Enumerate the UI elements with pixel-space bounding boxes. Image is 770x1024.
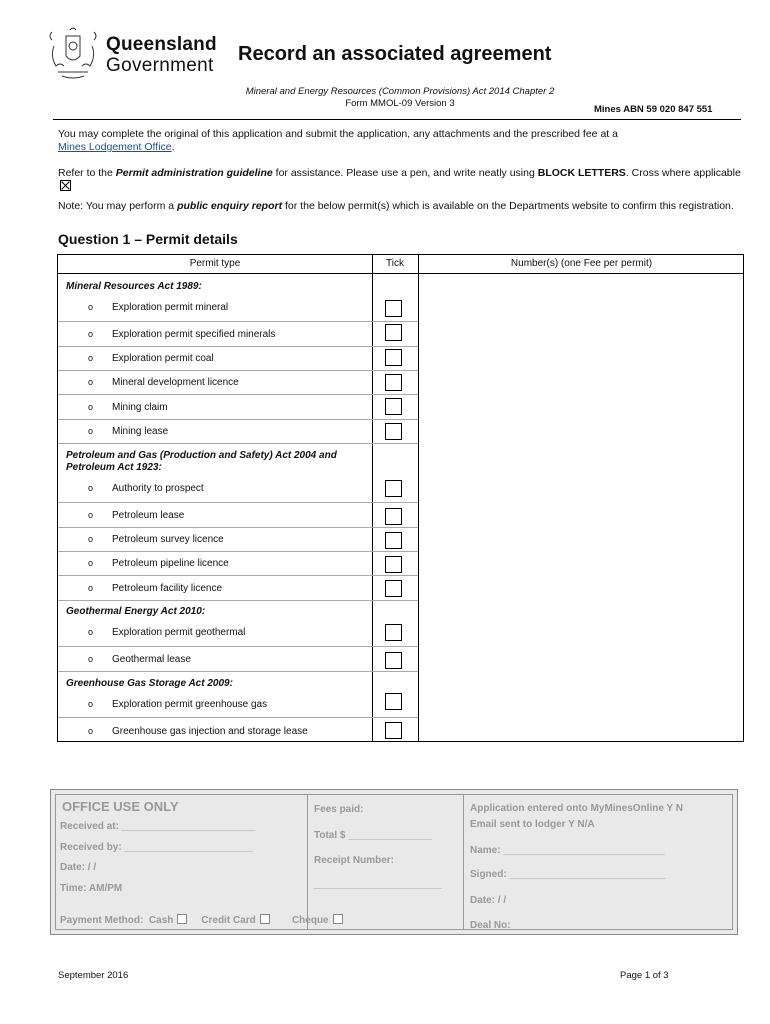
- permit-type-label: Petroleum lease: [112, 510, 185, 521]
- time-field: Time: AM/PM: [60, 883, 123, 894]
- row-divider: [58, 717, 418, 718]
- bullet: o: [88, 353, 94, 363]
- payment-method-label: Payment Method:: [60, 915, 144, 926]
- block-letters-text: BLOCK LETTERS: [537, 167, 626, 179]
- permit-details-table: [57, 254, 744, 742]
- office-use-heading: OFFICE USE ONLY: [62, 799, 179, 814]
- permit-type-label: Petroleum survey licence: [112, 534, 224, 545]
- bullet: o: [88, 426, 94, 436]
- list-item: [88, 583, 222, 594]
- public-enquiry-report-text: public enquiry report: [177, 200, 283, 212]
- tick-box-petroleum-lease[interactable]: [385, 508, 402, 525]
- column-header-permit-type: Permit type: [189, 258, 241, 269]
- bullet: o: [88, 558, 94, 568]
- permit-type-label: Mining lease: [112, 426, 169, 437]
- credit-card-checkbox[interactable]: [260, 914, 270, 924]
- permit-type-label: Petroleum pipeline licence: [112, 558, 229, 569]
- intro-text-3c: for the below permit(s) which is available on the Departments website to confirm this registration.: [282, 200, 734, 212]
- receipt-number-label: Receipt Number:: [314, 855, 395, 866]
- bullet: o: [88, 699, 94, 709]
- email-sent-field: Email sent to lodger Y N/A: [470, 819, 595, 830]
- tick-box-petroleum-survey-licence[interactable]: [385, 532, 402, 549]
- cheque-checkbox[interactable]: [333, 914, 343, 924]
- signed-field: Signed: ____________________________: [470, 869, 666, 880]
- office-column-divider: [463, 795, 464, 929]
- footer-page-number: Page 1 of 3: [620, 970, 669, 981]
- header-row-divider: [58, 273, 743, 274]
- section-greenhouse-gas-storage: Greenhouse Gas Storage Act 2009:: [66, 678, 233, 689]
- section-mineral-resources: Mineral Resources Act 1989:: [66, 281, 202, 292]
- guideline-reference: Permit administration guideline: [115, 167, 273, 179]
- cash-label: Cash: [148, 915, 174, 926]
- received-by-field: Received by: _______________________: [60, 842, 253, 853]
- list-item: [88, 510, 184, 521]
- received-at-field: Received at: ________________________: [60, 821, 256, 832]
- tick-box-mining-lease[interactable]: [385, 423, 402, 440]
- section-geothermal-energy: Geothermal Energy Act 2010:: [66, 606, 206, 617]
- coat-of-arms-icon: [44, 26, 102, 82]
- list-item: [88, 654, 191, 665]
- tick-box-petroleum-pipeline-licence[interactable]: [385, 556, 402, 573]
- intro-paragraph-1: You may complete the original of this application and submit the application, any attachments and the prescribed fee at a Mines Lodgement Office.: [58, 128, 618, 153]
- row-divider: [58, 502, 418, 503]
- intro-text-2a: Refer to the: [58, 167, 116, 179]
- row-divider: [58, 646, 418, 647]
- permit-type-label: Exploration permit coal: [112, 353, 214, 364]
- crossed-box-icon: [60, 180, 71, 191]
- office-use-only-box: [50, 789, 738, 935]
- tick-box-greenhouse-gas-injection-storage-lease[interactable]: [385, 722, 402, 739]
- tick-box-exploration-permit-greenhouse-gas[interactable]: [385, 693, 402, 710]
- tick-box-geothermal-lease[interactable]: [385, 652, 402, 669]
- tick-box-exploration-permit-geothermal[interactable]: [385, 624, 402, 641]
- list-item: [88, 558, 229, 569]
- intro-text-3a: Note: You may perform a: [58, 200, 178, 212]
- bullet: o: [88, 402, 94, 412]
- section-petroleum-and-gas: Petroleum and Gas (Production and Safety) Act 2004 and Petroleum Act 1923:: [66, 450, 337, 473]
- act-subtitle: Mineral and Energy Resources (Common Provisions) Act 2014 Chapter 2: [245, 86, 555, 97]
- mines-lodgement-office-link[interactable]: Mines Lodgement Office: [58, 141, 172, 153]
- tick-box-exploration-permit-specified-minerals[interactable]: [385, 324, 402, 341]
- permit-type-label: Geothermal lease: [112, 654, 191, 665]
- row-divider: [58, 551, 418, 552]
- question-1-heading: Question 1 – Permit details: [58, 231, 238, 247]
- list-item: [88, 483, 204, 494]
- deal-number-field: Deal No:________________________: [470, 920, 645, 931]
- bullet: o: [88, 510, 94, 520]
- list-item: [88, 699, 267, 710]
- tick-box-exploration-permit-mineral[interactable]: [385, 300, 402, 317]
- row-divider: [58, 346, 418, 347]
- row-divider: [58, 394, 418, 395]
- bullet: o: [88, 726, 94, 736]
- column-header-numbers: Number(s) (one Fee per permit): [510, 258, 653, 269]
- bullet: o: [88, 627, 94, 637]
- column-divider: [372, 255, 373, 741]
- name-field: Name: _____________________________: [470, 845, 665, 856]
- fees-paid-label: Fees paid:: [314, 804, 364, 815]
- intro-paragraph-3: [58, 200, 744, 213]
- row-divider: [58, 575, 418, 576]
- office-column-divider: [307, 795, 308, 929]
- permit-type-label: Authority to prospect: [112, 483, 204, 494]
- permit-type-label: Greenhouse gas injection and storage lease: [112, 726, 308, 737]
- row-divider: [58, 370, 418, 371]
- application-entered-field: Application entered onto MyMinesOnline Y N: [470, 803, 683, 814]
- tick-box-exploration-permit-coal[interactable]: [385, 349, 402, 366]
- row-divider: [58, 671, 418, 672]
- bullet: o: [88, 377, 94, 387]
- list-item: [88, 534, 224, 545]
- tick-box-mineral-development-licence[interactable]: [385, 374, 402, 391]
- intro-text-2e: . Cross where applicable: [625, 167, 741, 179]
- row-divider: [58, 600, 418, 601]
- list-item: [88, 377, 239, 388]
- intro-text-2c: for assistance. Please use a pen, and write neatly using: [272, 167, 538, 179]
- list-item: [88, 402, 168, 413]
- bullet: o: [88, 534, 94, 544]
- list-item: [88, 353, 214, 364]
- permit-type-label: Mining claim: [112, 402, 168, 413]
- office-use-inner-frame: [55, 794, 733, 930]
- bullet: o: [88, 329, 94, 339]
- tick-box-authority-to-prospect[interactable]: [385, 480, 402, 497]
- row-divider: [58, 419, 418, 420]
- qld-government-logo: [44, 26, 217, 82]
- column-header-tick: Tick: [386, 258, 404, 269]
- header-divider: [53, 119, 741, 120]
- permit-type-label: Petroleum facility licence: [112, 583, 223, 594]
- footer-date: September 2016: [58, 970, 129, 981]
- cheque-label: Cheque: [291, 915, 329, 926]
- receipt-number-line: _______________________: [314, 879, 442, 890]
- date-field: Date: / /: [60, 862, 97, 873]
- tick-box-petroleum-facility-licence[interactable]: [385, 580, 402, 597]
- bullet: o: [88, 583, 94, 593]
- permit-type-label: Exploration permit mineral: [112, 302, 229, 313]
- payment-method-row: [60, 914, 343, 926]
- list-item: [88, 426, 168, 437]
- list-item: [88, 302, 228, 313]
- permit-type-label: Exploration permit greenhouse gas: [112, 699, 268, 710]
- list-item: [88, 627, 245, 638]
- tick-box-mining-claim[interactable]: [385, 398, 402, 415]
- bullet: o: [88, 483, 94, 493]
- bullet: o: [88, 654, 94, 664]
- bullet: o: [88, 302, 94, 312]
- row-divider: [58, 443, 418, 444]
- date-field-2: Date: / /: [470, 895, 507, 906]
- logo-text-government: Government: [106, 55, 214, 76]
- credit-card-label: Credit Card: [201, 915, 256, 926]
- intro-paragraph-2: [58, 167, 744, 193]
- page-title: Record an associated agreement: [238, 43, 552, 65]
- column-divider: [418, 255, 419, 741]
- cash-checkbox[interactable]: [177, 914, 187, 924]
- form-number: Form MMOL-09 Version 3: [345, 98, 455, 109]
- permit-type-label: Exploration permit geothermal: [112, 627, 246, 638]
- abn-number: Mines ABN 59 020 847 551: [594, 104, 713, 115]
- list-item: [88, 329, 275, 340]
- row-divider: [58, 527, 418, 528]
- permit-type-label: Mineral development licence: [112, 377, 239, 388]
- permit-type-label: Exploration permit specified minerals: [112, 329, 276, 340]
- intro-text-1: You may complete the original of this application and submit the application, any attachments and the prescribed fee at a: [58, 128, 618, 140]
- list-item: [88, 726, 308, 737]
- logo-text-queensland: Queensland: [106, 34, 217, 55]
- total-field: Total $ _______________: [314, 830, 432, 841]
- row-divider: [58, 321, 418, 322]
